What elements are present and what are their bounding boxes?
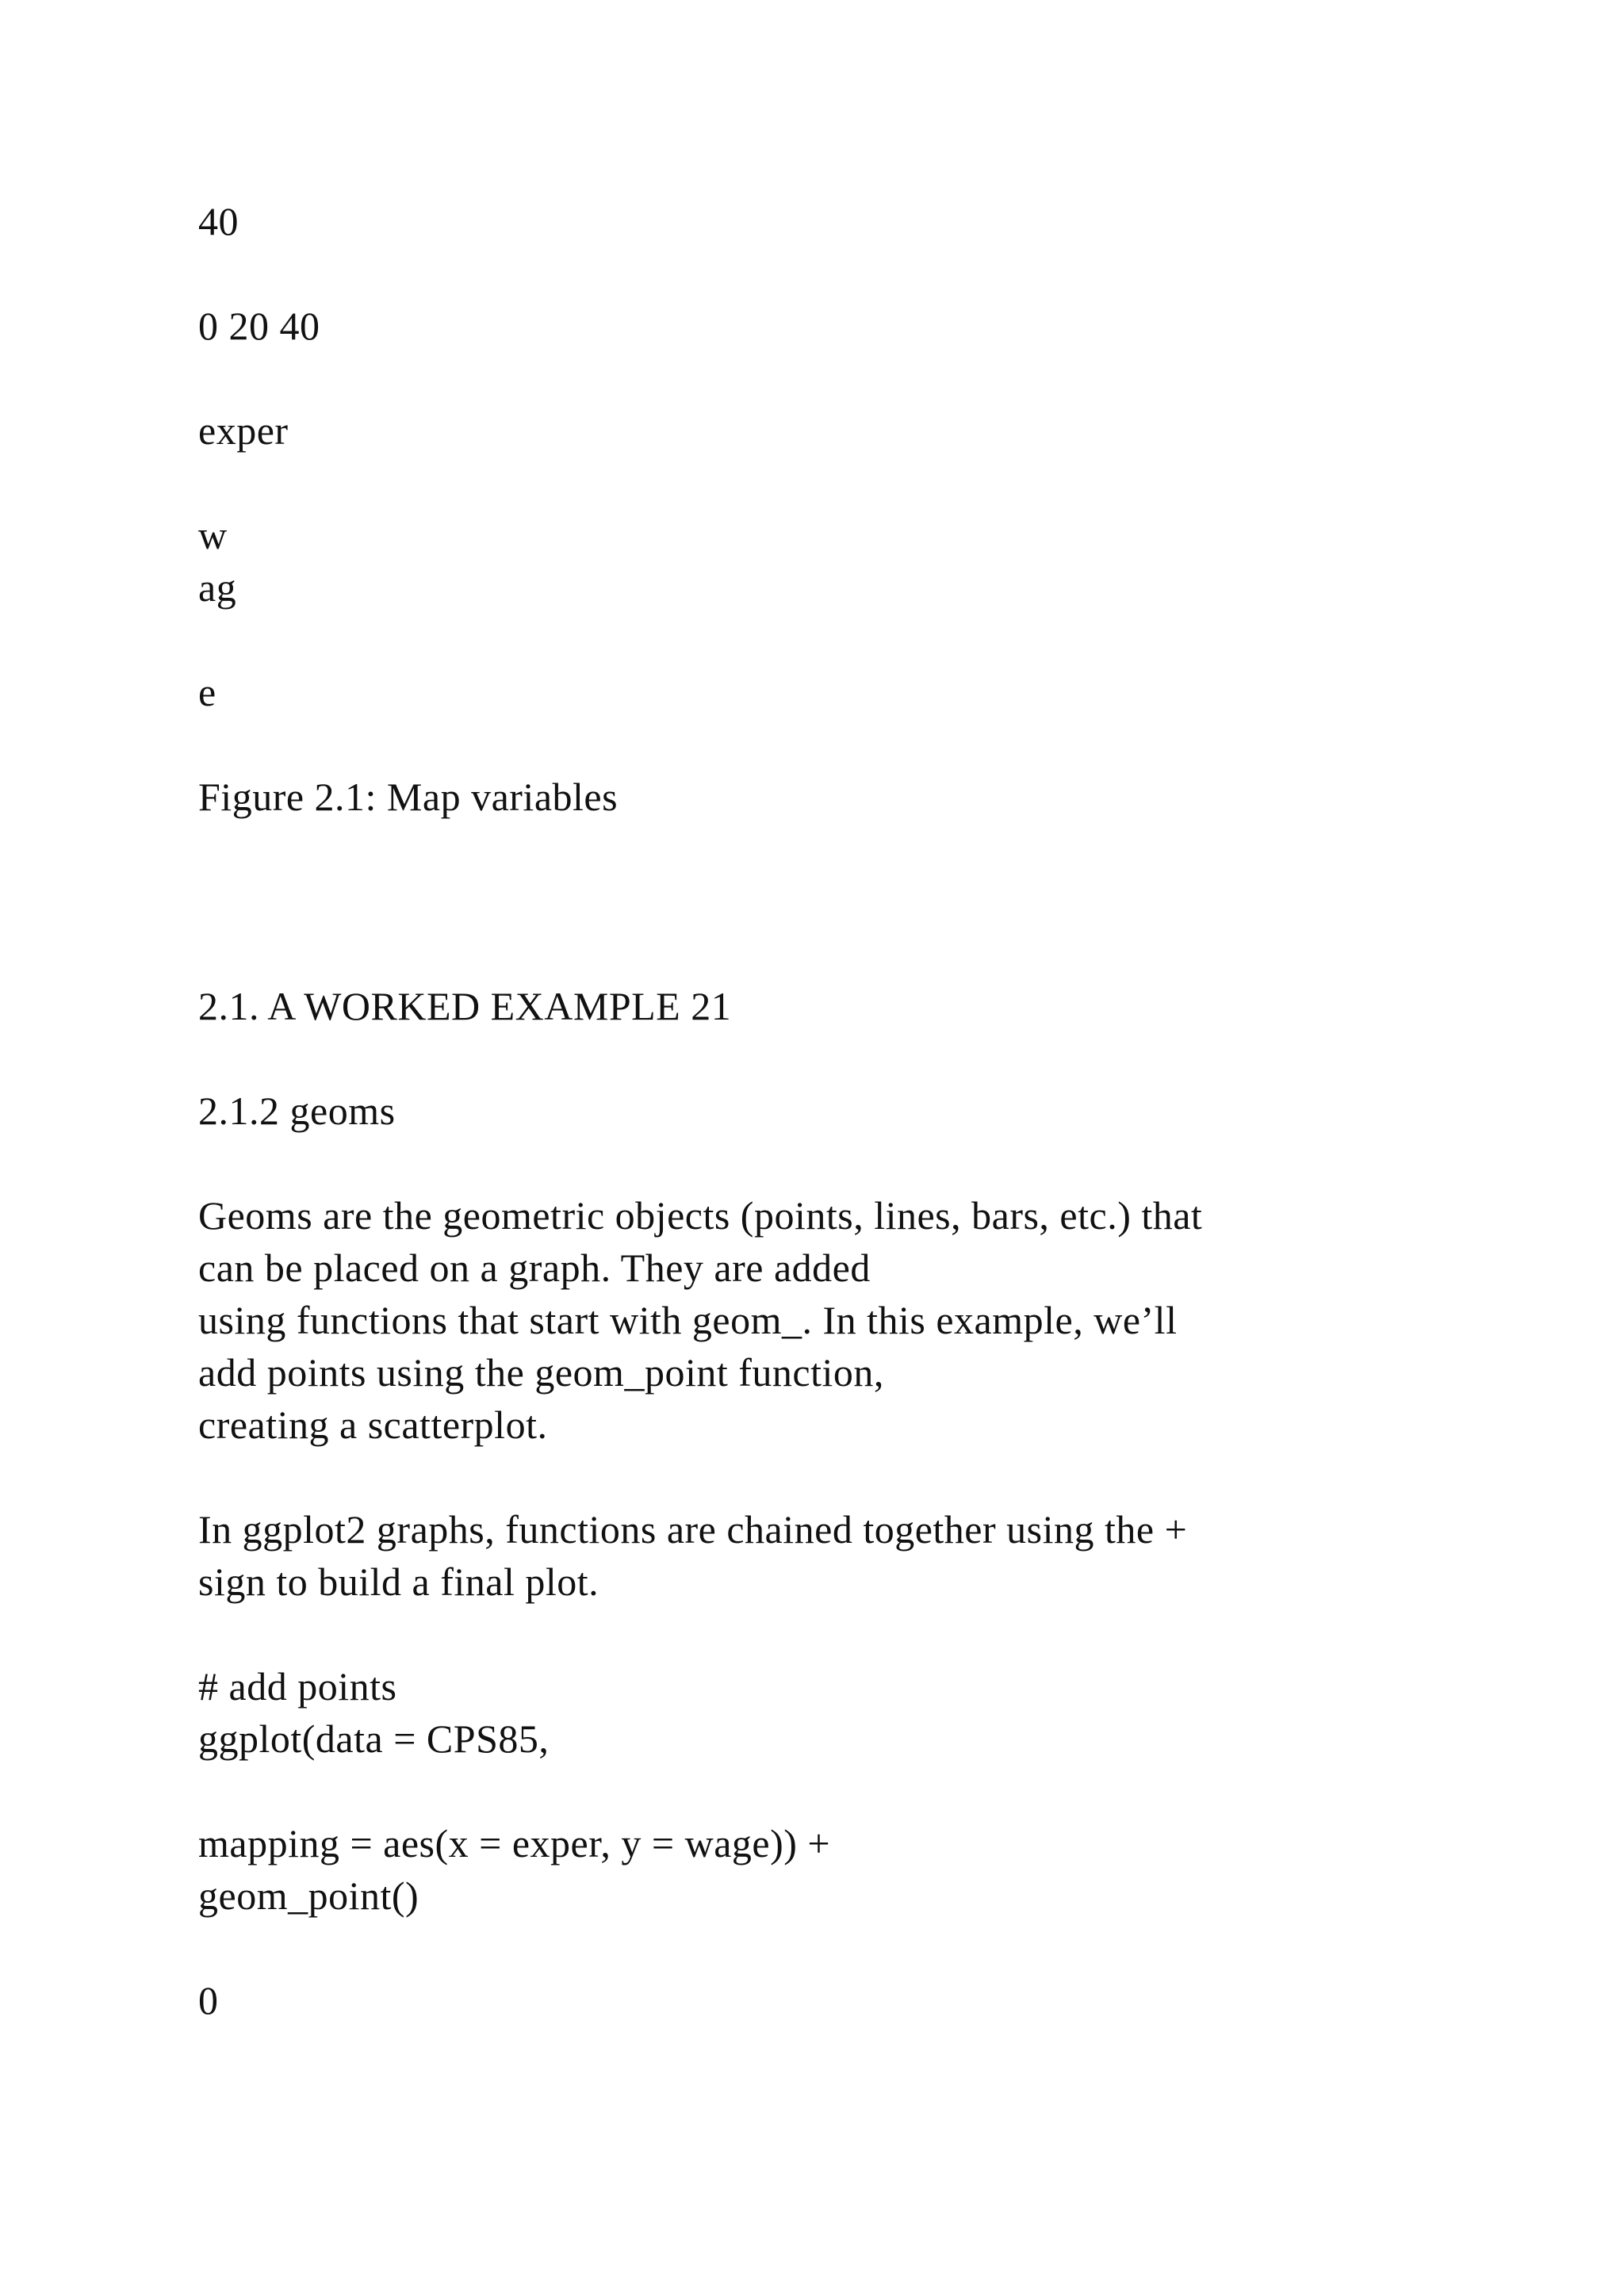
y-axis-tick-40: 40 [198,199,239,243]
paragraph-1-line-3: using functions that start with geom_. In this example, we’ll [198,1298,1178,1342]
trailing-axis-tick-0: 0 [198,1978,219,2022]
paragraph-1-line-1: Geoms are the geometric objects (points, lines, bars, etc.) that [198,1193,1203,1238]
x-axis-label: exper [198,408,289,453]
paragraph-2-line-2: sign to build a final plot. [198,1559,599,1604]
x-axis-tick-labels: 0 20 40 [198,304,320,348]
code-line-ggplot: ggplot(data = CPS85, [198,1716,550,1761]
code-comment-line: # add points [198,1664,397,1709]
section-heading: 2.1.2 geoms [198,1089,396,1133]
paragraph-1-line-2: can be placed on a graph. They are added [198,1246,871,1290]
figure-caption: Figure 2.1: Map variables [198,775,619,819]
y-axis-label-part-2: ag [198,565,237,610]
code-line-geom-point: geom_point() [198,1873,419,1918]
paragraph-2-line-1: In ggplot2 graphs, functions are chained together using the + [198,1507,1188,1552]
paragraph-1-line-5: creating a scatterplot. [198,1402,548,1447]
code-line-mapping: mapping = aes(x = exper, y = wage)) + [198,1821,831,1866]
y-axis-label-part-1: w [198,513,228,557]
y-axis-label-part-3: e [198,670,216,714]
paragraph-1-line-4: add points using the geom_point function, [198,1350,884,1395]
running-header: 2.1. A WORKED EXAMPLE 21 [198,984,732,1028]
